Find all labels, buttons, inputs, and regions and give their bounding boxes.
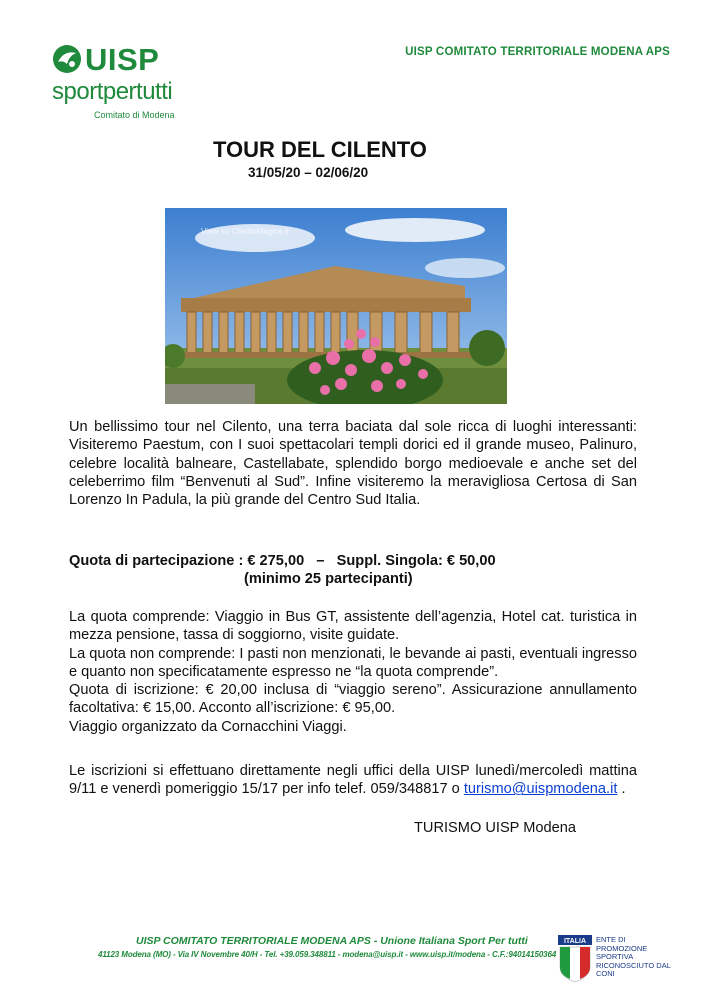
italy-shield-icon	[558, 935, 592, 983]
page-title: TOUR DEL CILENTO	[213, 137, 427, 162]
coni-badge	[558, 935, 678, 985]
header-org-name: UISP COMITATO TERRITORIALE MODENA APS	[405, 46, 670, 58]
details-section	[69, 608, 637, 736]
includes-text: La quota comprende: Viaggio in Bus GT, assistente dell’agenzia, Hotel cat. turistica in mezza pensione, tassa di soggiorno, visite guidate.	[69, 609, 637, 644]
temple-photo	[165, 208, 507, 404]
uisp-logo	[52, 44, 202, 126]
price-line: Quota di partecipazione : € 275,00 – Suppl. Singola: € 50,00	[69, 553, 496, 569]
email-link[interactable]: turismo@uispmodena.it	[463, 781, 618, 798]
contact-section	[69, 762, 637, 799]
logo-tagline: sportpertutti	[52, 78, 173, 105]
event-dates: 31/05/20 – 02/06/20	[248, 165, 369, 180]
contact-text: Le iscrizioni si effettuano direttamente negli uffici della UISP lunedì/mercoledì mattina 9/11 e venerdì pomeriggio 15/17 per info telef. 059/348817 o	[69, 763, 637, 798]
photo-watermark: Vieni su CilentoMagica.it	[201, 227, 289, 236]
footer-org: UISP COMITATO TERRITORIALE MODENA APS - Unione Italiana Sport Per tutti	[136, 935, 528, 947]
logo-subtitle: Comitato di Modena	[94, 110, 175, 120]
organizer-text: Viaggio organizzato da Cornacchini Viaggi.	[69, 718, 347, 735]
coni-country: ITALIA	[563, 938, 587, 945]
tour-description: Un bellissimo tour nel Cilento, una terra baciata dal sole ricca di luoghi interessanti: Visiteremo Paestum, con I suoi spettacolari templi dorici ed il grande museo, Palinuro, celebre località balneare, Castellabate, splendido borgo medioevale e anche set del celeberrimo film “Benvenuti al Sud”. Infine visiteremo la meravigliosa Certosa di San Lorenzo In Padula, la più grande del Centro Sud Italia.	[69, 419, 637, 509]
footer-address: 41123 Modena (MO) - Via IV Novembre 40/H - Tel. +39.059.348811 - modena@uisp.it - www.uisp.it/modena - C.F.:94014150364	[98, 950, 557, 959]
coni-text: ENTE DI PROMOZIONE SPORTIVA RICONOSCIUTO DAL CONI	[596, 935, 671, 978]
logo-brand: UISP	[85, 42, 160, 77]
contact-trailing: .	[617, 781, 626, 798]
registration-text: Quota di iscrizione: € 20,00 inclusa di “viaggio sereno”. Assicurazione annullamento facoltativa: € 15,00. Acconto all’iscrizione: € 95,00.	[69, 682, 637, 717]
minimum-participants: (minimo 25 partecipanti)	[244, 571, 413, 587]
uisp-emblem-icon	[52, 44, 82, 74]
excludes-text: La quota non comprende: I pasti non menzionati, le bevande ai pasti, eventuali ingresso e quanto non specificatamente espresso ne “la quota comprende”.	[69, 645, 637, 680]
signature: TURISMO UISP Modena	[414, 820, 576, 836]
